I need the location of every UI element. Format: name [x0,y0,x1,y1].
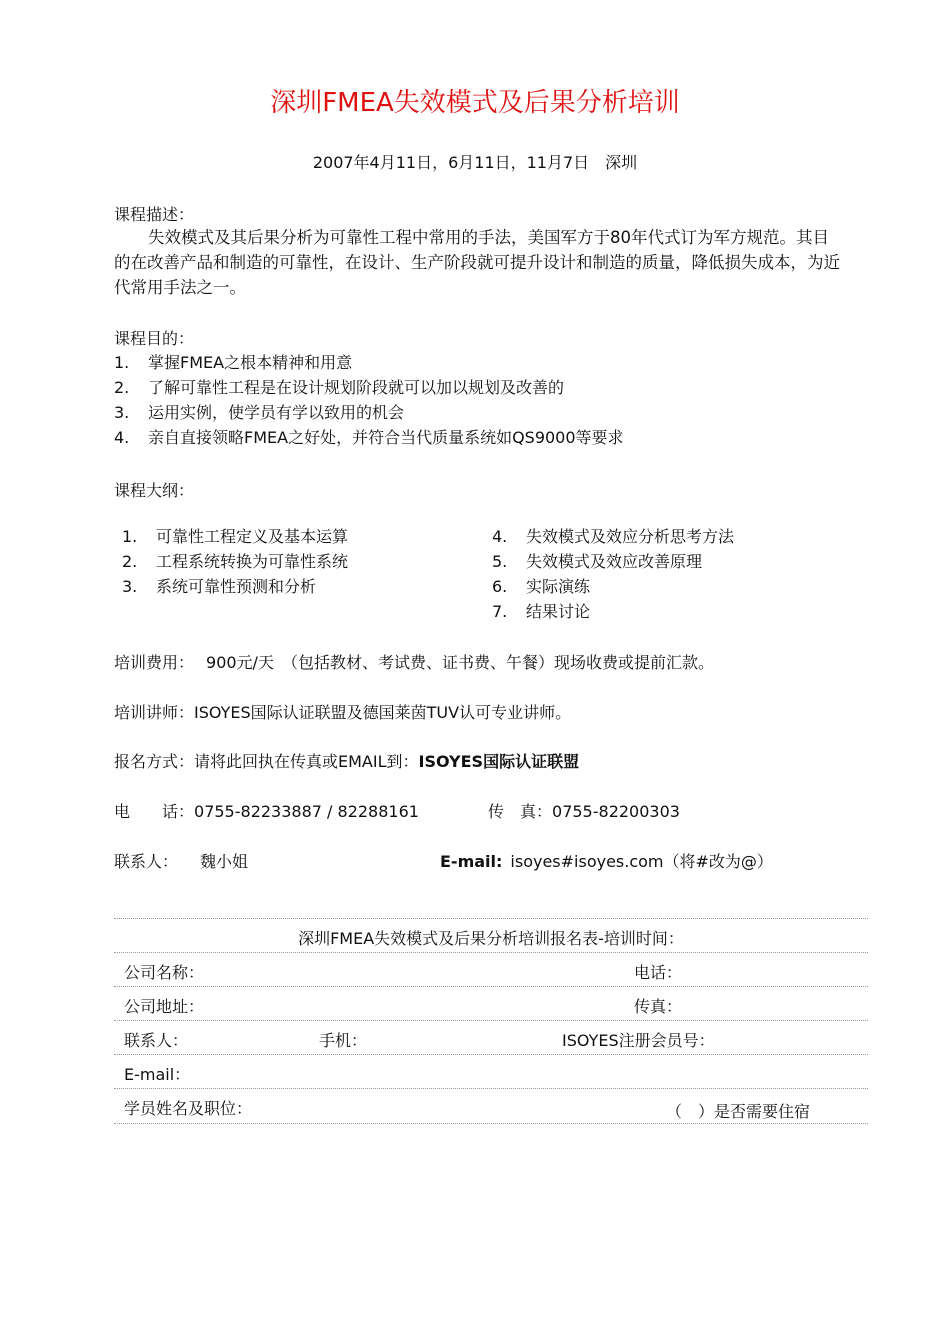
fax-field-label: 传真： [634,997,683,1016]
contact-field-label: 联系人： [124,1031,189,1050]
member-no-label: ISOYES注册会员号： [562,1031,715,1050]
list-item: 5. 失效模式及效应改善原理 [492,552,703,571]
email-field-label: E-mail： [124,1065,191,1084]
lecturer-label: 培训讲师： [114,703,195,722]
description-heading: 课程描述： [114,205,195,224]
list-item: 4. 失效模式及效应分析思考方法 [492,527,735,546]
outline-heading: 课程大纲： [114,481,195,500]
email-label: E-mail: [440,852,503,871]
list-item: 3. 运用实例，使学员有学以致用的机会 [114,403,405,422]
signup-line [114,749,579,772]
email-line [440,849,773,872]
fee-value: 900元/天 （包括教材、考试费、证书费、午餐）现场收费或提前汇款。 [206,653,714,672]
phone-field-label: 电话： [634,963,683,982]
student-field-label: 学员姓名及职位： [124,1099,253,1118]
company-name-label: 公司名称： [124,963,205,982]
form-row-contact[interactable] [114,1020,868,1055]
list-item: 1. 掌握FMEA之根本精神和用意 [114,353,353,372]
fee-label: 培训费用： [114,653,195,672]
list-item: 2. 工程系统转换为可靠性系统 [122,552,349,571]
fax-line [488,799,680,822]
lecturer-line [114,700,571,723]
list-item: 3. 系统可靠性预测和分析 [122,577,317,596]
phone-label: 电 话： [114,802,195,821]
signup-label: 报名方式： [114,752,195,771]
mobile-field-label: 手机： [319,1031,368,1050]
form-row-address[interactable] [114,986,868,1021]
form-title-row [114,918,868,953]
list-item: 6. 实际演练 [492,577,591,596]
contact-line [114,849,248,872]
lodging-checkbox-label[interactable]: （ ）是否需要住宿 [666,1102,811,1121]
list-item: 7. 结果讨论 [492,602,591,621]
fee-line [114,650,714,673]
form-title: 深圳FMEA失效模式及后果分析培训报名表-培训时间： [298,929,684,948]
contact-value: 魏小姐 [200,852,249,871]
form-row-email[interactable] [114,1054,868,1089]
list-item: 2. 了解可靠性工程是在设计规划阶段就可以加以规划及改善的 [114,378,565,397]
list-item: 4. 亲自直接领略FMEA之好处，并符合当代质量系统如QS9000等要求 [114,428,624,447]
fax-value: 0755-82200303 [552,802,680,821]
email-value: isoyes#isoyes.com（将#改为@） [510,852,773,871]
phone-line [114,799,419,822]
fax-label: 传 真： [488,802,553,821]
phone-value: 0755-82233887 / 82288161 [194,802,419,821]
list-item: 1. 可靠性工程定义及基本运算 [122,527,349,546]
company-address-label: 公司地址： [124,997,205,1016]
page-title: 深圳FMEA失效模式及后果分析培训 [270,88,680,118]
lecturer-value: ISOYES国际认证联盟及德国莱茵TUV认可专业讲师。 [194,703,572,722]
signup-value: 请将此回执在传真或EMAIL到： [194,752,419,771]
signup-org: ISOYES国际认证联盟 [418,752,580,771]
contact-label: 联系人： [114,852,179,871]
objectives-heading: 课程目的： [114,329,195,348]
form-row-student[interactable] [114,1088,868,1124]
form-row-company[interactable] [114,952,868,987]
description-text: 失效模式及其后果分析为可靠性工程中常用的手法，美国军方于80年代式订为军方规范。其目的在改善产品和制造的可靠性，在设计、生产阶段就可提升设计和制造的质量，降低损失成本，为近代常用手法之一。 [114,228,840,297]
date-line: 2007年4月11日，6月11日，11月7日 深圳 [312,153,638,172]
